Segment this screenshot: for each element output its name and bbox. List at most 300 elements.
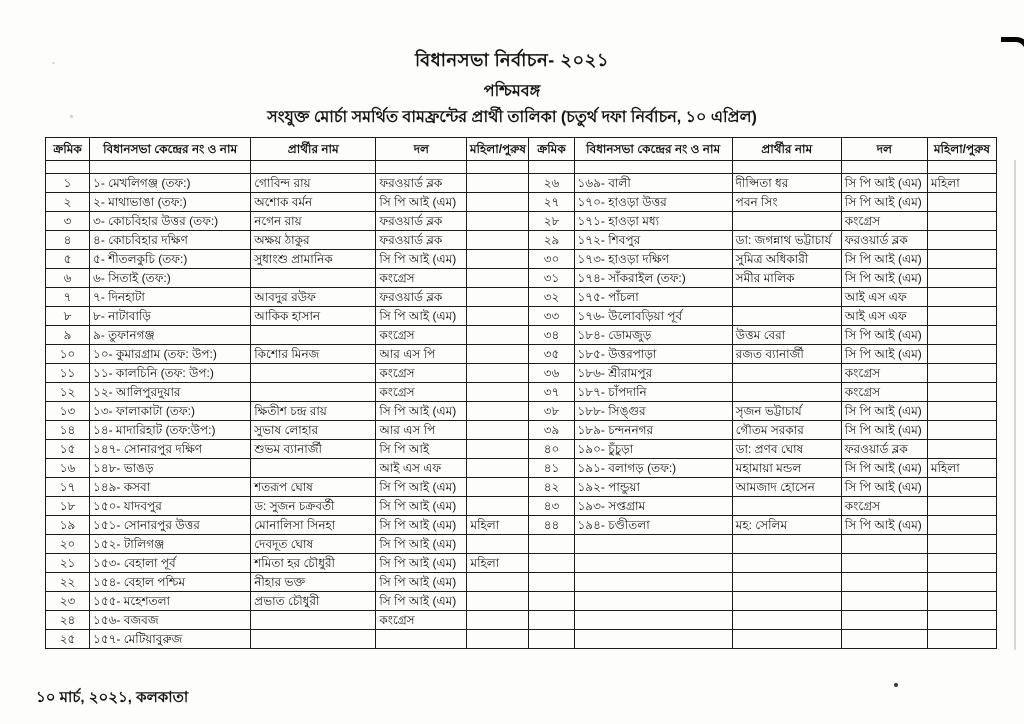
cell-gender [927, 478, 996, 497]
cell-party: কংগ্রেস [841, 212, 927, 231]
cell-serial: ১৮ [46, 497, 90, 516]
cell-serial: ২৫ [46, 630, 90, 649]
cell-serial: ৯ [46, 326, 90, 345]
table-row [46, 174, 997, 193]
cell-candidate: গোবিন্দ রায় [251, 174, 376, 193]
table-row [46, 535, 997, 554]
cell-candidate: কিশোর মিনজ [251, 345, 376, 364]
cell-candidate: মোনালিসা সিনহা [251, 516, 376, 535]
cell-party: সি পি আই (এম) [841, 345, 927, 364]
table-row [46, 592, 997, 611]
cell-gender [467, 440, 529, 459]
cell-party: সি পি আই (এম) [376, 592, 467, 611]
cell-party: কংগ্রেস [841, 364, 927, 383]
cell-candidate: ডা: জগন্নাথ ভট্টাচার্য [732, 231, 841, 250]
cell-constituency: ৯- তুফানগঞ্জ [90, 326, 251, 345]
cell-gender [927, 193, 996, 212]
cell-party: সি পি আই (এম) [841, 174, 927, 193]
cell-gender [467, 630, 529, 649]
cell-constituency: ১৯৪- চণ্ডীতলা [574, 516, 732, 535]
cell-gender [467, 459, 529, 478]
cell-serial: ২১ [46, 554, 90, 573]
cell-candidate: পবন সিং [732, 193, 841, 212]
document-subtitle-region: পশ্চিমবঙ্গ [483, 83, 541, 100]
table-row [46, 402, 997, 421]
cell-candidate [732, 592, 841, 611]
cell-constituency: ১৭৬- উলোবড়িয়া পূর্ব [574, 307, 732, 326]
cell-party: ফরওয়ার্ড ব্লক [376, 288, 467, 307]
cell-constituency: ১৮৭- চাঁপদানি [574, 383, 732, 402]
table-row [46, 193, 997, 212]
col-header-left-0: ক্রমিক [46, 138, 90, 161]
cell-constituency [574, 573, 732, 592]
cell-constituency: ১৭২- শিবপুর [574, 231, 732, 250]
cell-gender [927, 383, 996, 402]
cell-gender [467, 364, 529, 383]
cell-serial: ৪১ [529, 459, 574, 478]
col-header-left-1: বিধানসভা কেন্দ্রের নং ও নাম [90, 138, 251, 161]
cell-constituency: ১৮৯- চন্দননগর [574, 421, 732, 440]
cell-candidate [732, 288, 841, 307]
cell-party: ফরওয়ার্ড ব্লক [376, 174, 467, 193]
cell-candidate: আমজাদ হোসেন [732, 478, 841, 497]
empty-cell [90, 161, 251, 174]
cell-party [841, 630, 927, 649]
cell-candidate [732, 497, 841, 516]
cell-serial: ৩২ [529, 288, 574, 307]
table-row [46, 345, 997, 364]
empty-cell [251, 161, 376, 174]
cell-gender [927, 231, 996, 250]
cell-candidate: প্রভাত চৌধুরী [251, 592, 376, 611]
cell-constituency: ২- মাথাভাঙা (তফ:) [90, 193, 251, 212]
table-row [46, 307, 997, 326]
cell-party: সি পি আই (এম) [841, 402, 927, 421]
cell-gender [927, 345, 996, 364]
cell-serial [529, 611, 574, 630]
cell-serial: ২৪ [46, 611, 90, 630]
cell-serial [529, 592, 574, 611]
cell-party [841, 592, 927, 611]
cell-constituency: ১৩- ফালাকাটা (তফ:) [90, 402, 251, 421]
cell-constituency: ১৭৩- হাওড়া দক্ষিণ [574, 250, 732, 269]
cell-party: ফরওয়ার্ড ব্লক [841, 440, 927, 459]
cell-party: সি পি আই (এম) [376, 535, 467, 554]
cell-candidate: মহামায়া মন্ডল [732, 459, 841, 478]
cell-party: সি পি আই (এম) [376, 554, 467, 573]
cell-candidate: নীহার ভক্ত [251, 573, 376, 592]
cell-serial: ৪০ [529, 440, 574, 459]
cell-gender: মহিলা [467, 516, 529, 535]
table-row [46, 364, 997, 383]
cell-constituency: ১- মেখলিগঞ্জ (তফ:) [90, 174, 251, 193]
cell-party: সি পি আই (এম) [376, 573, 467, 592]
table-row [46, 250, 997, 269]
cell-party: সি পি আই (এম) [841, 516, 927, 535]
cell-constituency: ১৮৮- সিঙ্গুর [574, 402, 732, 421]
cell-gender [927, 269, 996, 288]
cell-candidate: আবদুর রউফ [251, 288, 376, 307]
cell-serial [529, 535, 574, 554]
cell-constituency [574, 592, 732, 611]
cell-gender [467, 307, 529, 326]
cell-candidate [732, 535, 841, 554]
cell-serial: ১৪ [46, 421, 90, 440]
cell-party: আর এস পি [376, 421, 467, 440]
cell-gender: মহিলা [467, 554, 529, 573]
cell-constituency: ৮- নাটাবাড়ি [90, 307, 251, 326]
cell-constituency: ১৭১- হাওড়া মধ্য [574, 212, 732, 231]
cell-party: ফরওয়ার্ড ব্লক [376, 212, 467, 231]
cell-serial: ২৯ [529, 231, 574, 250]
cell-candidate [251, 383, 376, 402]
cell-constituency: ১৭০- হাওড়া উত্তর [574, 193, 732, 212]
col-header-left-4: মহিলা/পুরুষ [467, 138, 529, 161]
table-row [46, 630, 997, 649]
scan-speck-artifact [52, 62, 55, 64]
cell-party: সি পি আই (এম) [376, 193, 467, 212]
scan-edge-line-artifact [1014, 160, 1016, 650]
cell-serial: ৬ [46, 269, 90, 288]
cell-candidate: রজত ব্যানার্জী [732, 345, 841, 364]
cell-constituency: ১৮৬- শ্রীরামপুর [574, 364, 732, 383]
cell-serial: ৩১ [529, 269, 574, 288]
cell-candidate [251, 364, 376, 383]
cell-gender [467, 269, 529, 288]
cell-constituency [574, 554, 732, 573]
cell-party: কংগ্রেস [376, 611, 467, 630]
cell-serial [529, 573, 574, 592]
col-header-right-4: মহিলা/পুরুষ [927, 138, 996, 161]
cell-party: কংগ্রেস [376, 364, 467, 383]
cell-candidate [251, 459, 376, 478]
cell-candidate [251, 630, 376, 649]
table-row [46, 421, 997, 440]
table-row [46, 554, 997, 573]
cell-constituency: ১৬৯- বালী [574, 174, 732, 193]
cell-candidate [732, 630, 841, 649]
cell-party: সি পি আই (এম) [376, 516, 467, 535]
cell-candidate: নগেন রায় [251, 212, 376, 231]
cell-party: কংগ্রেস [376, 269, 467, 288]
cell-party: আই এস এফ [841, 307, 927, 326]
cell-serial: ১৯ [46, 516, 90, 535]
cell-candidate [251, 611, 376, 630]
cell-party: ফরওয়ার্ড ব্লক [376, 231, 467, 250]
table-row [46, 231, 997, 250]
cell-candidate: শমিতা হর চৌধুরী [251, 554, 376, 573]
cell-constituency: ১০- কুমারগ্রাম (তফ: উপ:) [90, 345, 251, 364]
cell-party [376, 630, 467, 649]
scan-dot-artifact [894, 683, 898, 687]
cell-gender [467, 345, 529, 364]
cell-gender [467, 478, 529, 497]
cell-serial [529, 554, 574, 573]
cell-serial: ৪২ [529, 478, 574, 497]
table-row [46, 288, 997, 307]
cell-constituency: ১৫২- টালিগঞ্জ [90, 535, 251, 554]
cell-candidate: অশোক বর্মন [251, 193, 376, 212]
cell-gender [927, 421, 996, 440]
cell-constituency: ১৯২- পান্ডুয়া [574, 478, 732, 497]
cell-serial: ৩৬ [529, 364, 574, 383]
cell-constituency: ৫- শীতলকুচি (তফ:) [90, 250, 251, 269]
cell-gender [467, 573, 529, 592]
empty-cell [529, 161, 574, 174]
cell-constituency: ৪- কোচবিহার দক্ষিণ [90, 231, 251, 250]
cell-candidate [732, 611, 841, 630]
cell-serial: ১১ [46, 364, 90, 383]
cell-serial: ৪৪ [529, 516, 574, 535]
cell-gender [927, 440, 996, 459]
cell-constituency: ১৮৫- উত্তরপাড়া [574, 345, 732, 364]
cell-candidate: উত্তম বেরা [732, 326, 841, 345]
cell-party [841, 554, 927, 573]
cell-gender [467, 174, 529, 193]
cell-party: সি পি আই (এম) [841, 326, 927, 345]
cell-serial: ২০ [46, 535, 90, 554]
document-title: বিধানসভা নির্বাচন- ২০২১ [414, 50, 610, 70]
cell-constituency: ১৯০- চুঁচুড়া [574, 440, 732, 459]
cell-gender [467, 497, 529, 516]
col-header-right-2: প্রার্থীর নাম [732, 138, 841, 161]
cell-gender [927, 630, 996, 649]
cell-serial: ২৩ [46, 592, 90, 611]
table-row [46, 383, 997, 402]
cell-constituency: ১৫৪- বেহাল পশ্চিম [90, 573, 251, 592]
empty-cell [927, 161, 996, 174]
cell-party: কংগ্রেস [841, 383, 927, 402]
cell-party: আই এস এফ [376, 459, 467, 478]
cell-gender [927, 402, 996, 421]
cell-party: সি পি আই (এম) [841, 421, 927, 440]
candidate-table [45, 137, 997, 649]
cell-candidate: সুধাংশু প্রামানিক [251, 250, 376, 269]
scan-hook-artifact [1001, 37, 1024, 88]
cell-serial: ৩৫ [529, 345, 574, 364]
cell-candidate [732, 573, 841, 592]
cell-serial: ৩০ [529, 250, 574, 269]
cell-party: সি পি আই (এম) [376, 307, 467, 326]
cell-gender [467, 383, 529, 402]
cell-gender [927, 250, 996, 269]
cell-candidate: সুভাষ লোহার [251, 421, 376, 440]
cell-gender [927, 326, 996, 345]
cell-gender [467, 288, 529, 307]
cell-candidate: দেবদূত ঘোষ [251, 535, 376, 554]
cell-serial: ৪ [46, 231, 90, 250]
cell-constituency: ১৯৩- সপ্তগ্রাম [574, 497, 732, 516]
cell-constituency: ১৪- মাদারিহাট (তফ:উপ:) [90, 421, 251, 440]
cell-serial: ২ [46, 193, 90, 212]
cell-gender [467, 231, 529, 250]
cell-constituency: ১৪৭- সোনারপুর দক্ষিণ [90, 440, 251, 459]
cell-constituency: ১৫৩- বেহালা পূর্ব [90, 554, 251, 573]
cell-gender [927, 364, 996, 383]
footer-date-place: ১০ মার্চ, ২০২১, কলকাতা [36, 689, 189, 706]
cell-constituency: ১৭৫- পাঁচলা [574, 288, 732, 307]
cell-serial: ৮ [46, 307, 90, 326]
col-header-right-3: দল [841, 138, 927, 161]
cell-constituency: ৬- সিতাই (তফ:) [90, 269, 251, 288]
cell-party: সি পি আই (এম) [376, 250, 467, 269]
table-row [46, 269, 997, 288]
cell-candidate [251, 326, 376, 345]
cell-candidate [732, 307, 841, 326]
table-row [46, 611, 997, 630]
cell-party: সি পি আই (এম) [376, 478, 467, 497]
cell-candidate: শতরূপ ঘোষ [251, 478, 376, 497]
cell-serial: ৪৩ [529, 497, 574, 516]
cell-gender [927, 307, 996, 326]
cell-candidate: অক্ষয় ঠাকুর [251, 231, 376, 250]
cell-gender [467, 535, 529, 554]
cell-constituency: ১৫৭- মেটিয়াবুরুজ [90, 630, 251, 649]
cell-serial: ৩৮ [529, 402, 574, 421]
cell-party: সি পি আই (এম) [841, 250, 927, 269]
table-row [46, 326, 997, 345]
cell-party: কংগ্রেস [841, 497, 927, 516]
cell-party: সি পি আই [376, 440, 467, 459]
cell-gender [467, 326, 529, 345]
cell-serial: ২৭ [529, 193, 574, 212]
cell-gender [927, 212, 996, 231]
cell-gender [467, 592, 529, 611]
cell-constituency: ১৫০- যাদবপুর [90, 497, 251, 516]
cell-serial: ৩৯ [529, 421, 574, 440]
cell-constituency: ১৪৯- কসবা [90, 478, 251, 497]
cell-constituency [574, 630, 732, 649]
spacer-row [46, 161, 997, 174]
cell-candidate: ডা: প্রণব ঘোষ [732, 440, 841, 459]
cell-party [841, 611, 927, 630]
cell-candidate [732, 364, 841, 383]
cell-party: সি পি আই (এম) [376, 497, 467, 516]
cell-candidate: মহ: সেলিম [732, 516, 841, 535]
cell-constituency: ১৪৮- ভাঙড় [90, 459, 251, 478]
cell-party: কংগ্রেস [376, 326, 467, 345]
cell-party: ফরওয়ার্ড ব্লক [841, 231, 927, 250]
empty-cell [841, 161, 927, 174]
cell-constituency: ১৮৪- ডোমজুড় [574, 326, 732, 345]
cell-candidate [732, 383, 841, 402]
cell-party [841, 573, 927, 592]
cell-gender [927, 288, 996, 307]
cell-candidate: সুমিত্র অধিকারী [732, 250, 841, 269]
empty-cell [467, 161, 529, 174]
table-row [46, 212, 997, 231]
cell-constituency [574, 611, 732, 630]
cell-serial: ১ [46, 174, 90, 193]
table-row [46, 459, 997, 478]
cell-gender [927, 611, 996, 630]
cell-serial: ১০ [46, 345, 90, 364]
cell-serial: ১২ [46, 383, 90, 402]
cell-gender [467, 402, 529, 421]
cell-candidate: সৃজন ভট্টাচার্য [732, 402, 841, 421]
cell-serial: ৩৭ [529, 383, 574, 402]
cell-candidate: গৌতম সরকার [732, 421, 841, 440]
cell-party: সি পি আই (এম) [376, 402, 467, 421]
cell-constituency: ১৫১- সোনারপুর উত্তর [90, 516, 251, 535]
cell-constituency: ১৭৪- সাঁকরাইল (তফ:) [574, 269, 732, 288]
cell-candidate: ক্ষিতীশ চন্দ্র রায় [251, 402, 376, 421]
cell-constituency: ১৫৬- বজবজ [90, 611, 251, 630]
cell-serial: ১৭ [46, 478, 90, 497]
cell-gender: মহিলা [927, 174, 996, 193]
table-row [46, 497, 997, 516]
cell-serial: ২৮ [529, 212, 574, 231]
cell-gender [927, 516, 996, 535]
cell-constituency: ১৯১- বলাগড় (তফ:) [574, 459, 732, 478]
table-row [46, 516, 997, 535]
cell-candidate [732, 212, 841, 231]
cell-candidate: ড: সুজন চক্রবর্তী [251, 497, 376, 516]
cell-gender [467, 421, 529, 440]
empty-cell [376, 161, 467, 174]
cell-party: কংগ্রেস [376, 383, 467, 402]
table-row [46, 478, 997, 497]
cell-serial: ৫ [46, 250, 90, 269]
cell-gender [467, 212, 529, 231]
cell-gender: মহিলা [927, 459, 996, 478]
cell-gender [467, 193, 529, 212]
empty-cell [732, 161, 841, 174]
cell-party: আই এস এফ [841, 288, 927, 307]
cell-constituency: ১১- কালচিনি (তফ: উপ:) [90, 364, 251, 383]
cell-serial: ১৬ [46, 459, 90, 478]
table-row [46, 440, 997, 459]
scan-speck-artifact [70, 115, 73, 118]
cell-gender [927, 592, 996, 611]
cell-party: আর এস পি [376, 345, 467, 364]
table-row [46, 573, 997, 592]
cell-party [841, 535, 927, 554]
cell-serial: ৭ [46, 288, 90, 307]
cell-serial: ২২ [46, 573, 90, 592]
document-subtitle-list: সংযুক্ত মোর্চা সমর্থিত বামফ্রন্টের প্রার্থী তালিকা (চতুর্থ দফা নির্বাচন, ১০ এপ্রিল) [267, 109, 757, 126]
col-header-left-2: প্রার্থীর নাম [251, 138, 376, 161]
cell-party: সি পি আই (এম) [841, 193, 927, 212]
cell-candidate [251, 269, 376, 288]
cell-constituency: ৭- দিনহাটা [90, 288, 251, 307]
cell-gender [927, 497, 996, 516]
cell-serial: ২৬ [529, 174, 574, 193]
cell-candidate: দীপ্সিতা ধর [732, 174, 841, 193]
cell-gender [467, 250, 529, 269]
cell-serial: ১৫ [46, 440, 90, 459]
cell-serial: ১৩ [46, 402, 90, 421]
cell-serial: ৩৪ [529, 326, 574, 345]
cell-party: সি পি আই (এম) [841, 269, 927, 288]
col-header-right-0: ক্রমিক [529, 138, 574, 161]
cell-candidate: সমীর মালিক [732, 269, 841, 288]
cell-candidate [732, 554, 841, 573]
col-header-left-3: দল [376, 138, 467, 161]
empty-cell [46, 161, 90, 174]
cell-candidate: আকিক হাসান [251, 307, 376, 326]
cell-party: সি পি আই (এম) [841, 459, 927, 478]
cell-candidate: শুভম ব্যানার্জী [251, 440, 376, 459]
cell-constituency: ৩- কোচবিহার উত্তর (তফ:) [90, 212, 251, 231]
cell-gender [467, 611, 529, 630]
cell-serial: ৩ [46, 212, 90, 231]
cell-constituency: ১২- আলিপুরদুয়ার [90, 383, 251, 402]
table-header-row [46, 138, 997, 161]
cell-constituency [574, 535, 732, 554]
cell-constituency: ১৫৫- মহেশতলা [90, 592, 251, 611]
cell-party: সি পি আই (এম) [841, 478, 927, 497]
